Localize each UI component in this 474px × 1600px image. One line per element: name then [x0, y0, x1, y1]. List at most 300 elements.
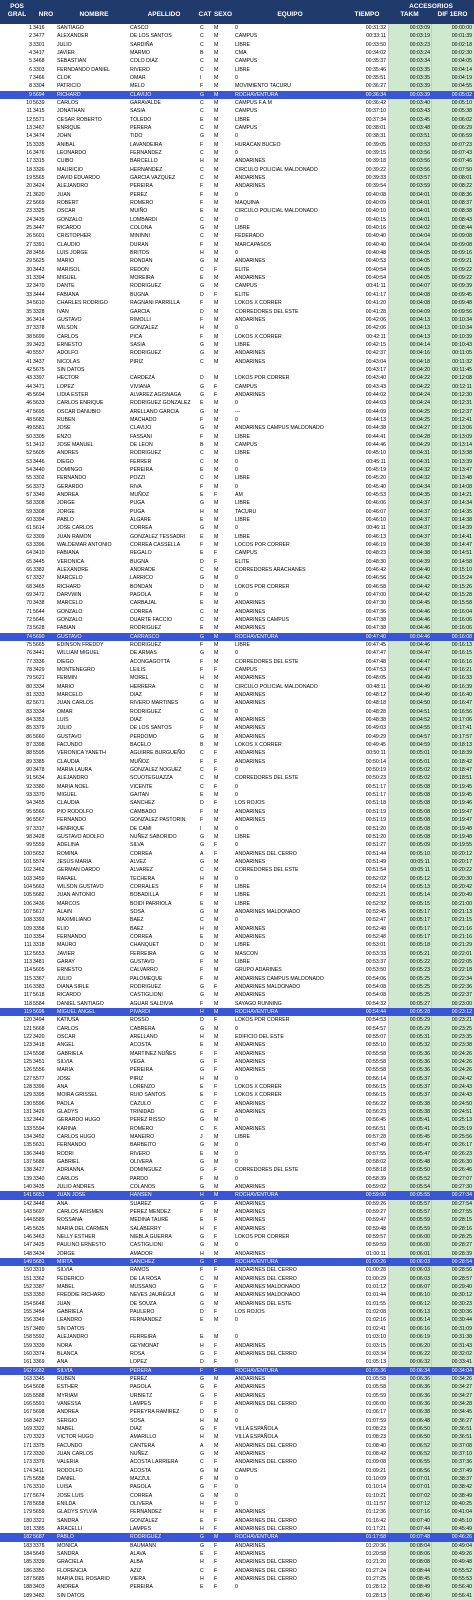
cell-dif: 00:05:10 [451, 100, 472, 107]
cell-pos: 23 [26, 208, 32, 215]
cell-dif: 00:13:09 [451, 433, 472, 440]
cell-tiempo: 00:58:02 [365, 1159, 386, 1166]
cell-nro: 5556 [33, 1067, 45, 1074]
cell-apellido: DIAZ [130, 692, 142, 699]
cell-nro: 3309 [33, 533, 45, 540]
cell-cat: G [200, 408, 205, 415]
cell-apellido: LARRICO [130, 575, 154, 582]
cell-sexo: M [214, 341, 219, 348]
cell-cat: C [200, 1567, 204, 1574]
cell-dif: 00:28:56 [451, 1267, 472, 1274]
cell-equipo: 0 [235, 783, 238, 790]
cell-dif: 00:14:08 [451, 483, 472, 490]
cell-cat: C [200, 150, 204, 157]
cell-tiempo: 00:47:53 [365, 667, 386, 674]
cell-nro: 5621 [33, 675, 45, 682]
cell-sexo: M [214, 275, 219, 282]
cell-tiempo: 00:44:38 [365, 425, 386, 432]
cell-equipo: CIRCULO POLICIAL MALDONADO [235, 208, 318, 215]
table-row [0, 508, 474, 516]
cell-nombre: GRACIELA [57, 1559, 84, 1566]
cell-takm: 00:05:15 [409, 900, 430, 907]
cell-tiempo: 00:48:23 [365, 550, 386, 557]
cell-tiempo: 00:40:40 [365, 233, 386, 240]
cell-takm: 00:04:50 [409, 700, 430, 707]
table-row [0, 224, 474, 232]
table-row [0, 783, 474, 791]
cell-equipo: ANDARINES [235, 675, 266, 682]
cell-nro: 5608 [33, 1384, 45, 1391]
cell-cat: G [200, 1484, 205, 1491]
table-row [0, 574, 474, 582]
cell-sexo: M [214, 191, 219, 198]
cell-dif: 00:09:48 [451, 300, 472, 307]
cell-equipo: CAMPUS [235, 58, 258, 65]
cell-apellido: VIVIANA [130, 383, 151, 390]
cell-apellido: SASIA [130, 341, 146, 348]
table-row [0, 449, 474, 457]
table-row [0, 1233, 474, 1241]
cell-nro: 5610 [33, 300, 45, 307]
cell-cat: F [200, 975, 204, 982]
cell-apellido: CARBAJAL [130, 600, 157, 607]
table-row [0, 424, 474, 432]
cell-cat: G [200, 1025, 205, 1032]
cell-nro: 5694 [33, 391, 45, 398]
cell-equipo: LIBRE [235, 41, 250, 48]
cell-pos: 142 [23, 1200, 32, 1207]
cell-cat: C [200, 1100, 204, 1107]
table-row [0, 1467, 474, 1475]
cell-apellido: DIAZ [130, 717, 142, 724]
cell-tiempo: 00:51:20 [365, 825, 386, 832]
cell-cat: G [200, 258, 205, 265]
cell-sexo: M [214, 933, 219, 940]
cell-tiempo: 00:46:13 [365, 533, 386, 540]
cell-dif: 00:16:13 [451, 642, 472, 649]
cell-sexo: F [214, 1284, 218, 1291]
cell-cat: G [200, 391, 205, 398]
cell-apellido: PARDO [130, 1175, 149, 1182]
cell-cat: G [200, 700, 205, 707]
cell-nombre: JOSÉ MANUEL [57, 441, 94, 448]
cell-takm: 00:06:52 [409, 1442, 430, 1449]
cell-apellido: TOLEDO [130, 116, 152, 123]
cell-nombre: WALDEMAR ANTONIO [57, 541, 112, 548]
cell-takm: 00:07:44 [409, 1525, 430, 1532]
cell-takm: 00:06:22 [409, 1350, 430, 1357]
cell-cat: F [200, 1000, 204, 1007]
cell-nombre: LEONARDO [57, 150, 87, 157]
cell-cat: E [200, 208, 204, 215]
cell-nombre: LEANDRO [57, 1317, 83, 1324]
table-row [0, 299, 474, 307]
cell-dif: 00:38:49 [451, 1492, 472, 1499]
cell-sexo: F [214, 667, 218, 674]
cell-tiempo: 01:11:57 [366, 1500, 386, 1507]
cell-nro: 3358 [33, 925, 45, 932]
table-row [0, 850, 474, 858]
cell-nombre: SANTIAGO [57, 25, 84, 31]
cell-sexo: F [214, 850, 218, 857]
cell-pos: 39 [26, 341, 32, 348]
cell-pos: 136 [23, 1150, 32, 1157]
cell-tiempo: 00:46:07 [365, 508, 386, 515]
cell-tiempo: 01:10:09 [365, 1475, 386, 1482]
table-row [0, 1417, 474, 1425]
cell-apellido: RONDAN [130, 258, 153, 265]
cell-tiempo: 00:40:48 [365, 250, 386, 257]
cell-sexo: M [214, 833, 219, 840]
cell-equipo: 0 [235, 25, 238, 31]
cell-sexo: F [214, 1484, 218, 1491]
cell-apellido: CARDEZA [130, 375, 155, 382]
cell-takm: 00:04:07 [409, 283, 430, 290]
cell-tiempo: 00:48:11 [366, 683, 386, 690]
cell-takm: 00:04:35 [409, 491, 430, 498]
cell-nombre: OSCAR DANUBIO [57, 408, 101, 415]
cell-nro: 3423 [33, 341, 45, 348]
cell-sexo: M [214, 525, 219, 532]
cell-dif: 00:20:30 [451, 875, 472, 882]
cell-apellido: AZIZ [130, 1567, 142, 1574]
cell-sexo: M [214, 166, 219, 173]
cell-dif: 00:56:41 [451, 1592, 472, 1599]
cell-sexo: M [214, 425, 219, 432]
cell-equipo: ANDARINES CAMPUS MALDONADO [235, 425, 324, 432]
cell-cat: F [200, 541, 204, 548]
cell-takm: 00:04:46 [409, 633, 430, 640]
cell-sexo [214, 366, 232, 374]
cell-apellido: PUGA [130, 500, 145, 507]
table-row [0, 716, 474, 724]
cell-takm: 00:06:01 [409, 1250, 430, 1257]
cell-takm: 00:06:50 [409, 1434, 430, 1441]
cell-equipo: ANDARINES [235, 316, 266, 323]
cell-nro: 3315 [33, 158, 45, 165]
cell-equipo: ANDARINES [235, 1050, 266, 1057]
cell-sexo: M [214, 867, 219, 874]
cell-equipo: ROCHAVENTURA [235, 91, 279, 98]
cell-cat: F [200, 667, 204, 674]
table-row [0, 1583, 474, 1591]
cell-equipo: ANDARINES [235, 258, 266, 265]
cell-takm: 00:05:41 [409, 1117, 430, 1124]
cell-cat: F [200, 241, 204, 248]
cell-nro: 5652 [33, 850, 45, 857]
cell-pos: 62 [26, 533, 32, 540]
cell-nombre: JORGE [57, 508, 75, 515]
cell-apellido: RIVA [130, 483, 142, 490]
cell-cat: F [200, 83, 204, 90]
cell-equipo: 0 [235, 325, 238, 332]
cell-equipo: 0 [235, 917, 238, 924]
cell-sexo: M [214, 1317, 219, 1324]
cell-nro: 3336 [33, 658, 45, 665]
cell-sexo: M [214, 500, 219, 507]
table-row [0, 1383, 474, 1391]
cell-nombre: GONZALO [57, 608, 83, 615]
cell-nro: 5682 [33, 892, 45, 899]
table-row [0, 1433, 474, 1441]
cell-tiempo: 00:42:06 [365, 316, 386, 323]
cell-cat: F [200, 141, 204, 148]
cell-takm: 00:06:20 [409, 1342, 430, 1349]
cell-cat: C [200, 1125, 204, 1132]
cell-equipo: LIBRE [235, 833, 250, 840]
cell-nombre: DOMINGO [57, 466, 83, 473]
cell-dif: 00:36:51 [451, 1434, 472, 1441]
cell-apellido: OMAR [130, 75, 146, 82]
cell-nombre: MIRTA [57, 1259, 73, 1266]
cell-equipo: ANDARINES DEL CERRO [235, 1267, 297, 1274]
cell-pos: 100 [23, 850, 32, 857]
cell-tiempo: 00:46:56 [365, 575, 386, 582]
cell-apellido: ANDRADE [130, 567, 156, 573]
cell-equipo: LIBRE [235, 900, 250, 907]
cell-tiempo: 00:56:23 [365, 1109, 386, 1116]
cell-apellido: PEREZ RISSO [130, 1117, 165, 1124]
cell-takm: 00:05:13 [409, 883, 430, 890]
cell-pos: 172 [23, 1450, 32, 1457]
cell-takm: 00:08:08 [409, 1559, 430, 1566]
cell-cat: F [200, 1367, 204, 1374]
cell-equipo: 0 [235, 466, 238, 473]
cell-takm: 00:05:27 [409, 1000, 430, 1007]
cell-tiempo: 01:05:59 [365, 1392, 386, 1399]
cell-cat: C [200, 175, 204, 182]
cell-pos: 129 [23, 1092, 32, 1099]
cell-cat: J [200, 1134, 203, 1141]
cell-dif: 00:18:47 [451, 767, 472, 774]
cell-tiempo: 00:41:28 [365, 308, 386, 315]
cell-tiempo: 00:55:07 [365, 1033, 386, 1040]
cell-nombre: MONTENEGRO [57, 667, 95, 674]
cell-takm: 00:04:46 [409, 625, 430, 632]
cell-equipo: ANDARINES DEL CERRO [235, 1525, 297, 1532]
cell-pos: 138 [23, 1167, 32, 1174]
table-row [0, 1358, 474, 1366]
cell-sexo: M [214, 141, 219, 148]
table-row [0, 658, 474, 666]
cell-nro: 3395 [33, 1092, 45, 1099]
cell-takm: 00:05:52 [409, 1175, 430, 1182]
cell-sexo: F [214, 291, 218, 298]
cell-tiempo: 00:39:18 [365, 158, 386, 165]
cell-dif: 00:07:43 [451, 150, 472, 157]
cell-equipo: 0 [235, 842, 238, 849]
cell-sexo: M [214, 58, 219, 65]
cell-nro: 3438 [33, 600, 45, 607]
cell-nombre: CARLOS ARISMEN [57, 1209, 104, 1216]
cell-nro: 3459 [33, 875, 45, 882]
cell-takm: 00:03:39 [409, 91, 430, 98]
cell-sexo: M [214, 1134, 219, 1141]
cell-pos: 70 [26, 600, 32, 607]
table-row [0, 724, 474, 732]
cell-tiempo: 00:43:43 [365, 383, 386, 390]
table-row [0, 1116, 474, 1124]
cell-sexo: M [214, 1375, 219, 1382]
cell-sexo: M [214, 250, 219, 257]
cell-sexo: M [214, 1075, 219, 1082]
cell-nro: 3411 [33, 1467, 45, 1474]
cell-tiempo: 00:53:50 [365, 967, 386, 974]
cell-tiempo: 00:51:49 [365, 858, 386, 865]
cell-apellido: VICENTE [130, 783, 153, 790]
cell-sexo: M [214, 1209, 219, 1216]
cell-equipo: ANDARINES DEL CERRO [235, 1559, 297, 1566]
cell-takm: 00:04:27 [409, 425, 430, 432]
table-row [0, 207, 474, 215]
table-row [0, 1241, 474, 1249]
cell-dif: 00:23:38 [451, 1042, 472, 1049]
cell-dif: 00:49:26 [451, 1550, 472, 1557]
cell-pos: 170 [23, 1434, 32, 1441]
cell-cat: G [200, 717, 205, 724]
cell-takm: 00:04:13 [409, 333, 430, 340]
cell-sexo: M [214, 66, 219, 73]
cell-equipo: 0 [235, 1317, 238, 1324]
cell-nombre: KATIUSA [57, 1017, 79, 1024]
cell-sexo: F [214, 1092, 218, 1099]
cell-pos: 52 [26, 450, 32, 457]
cell-apellido: SARDIÑA [130, 41, 154, 48]
cell-cat: B [200, 742, 204, 749]
table-row [0, 391, 474, 399]
cell-dif: 00:12:08 [451, 375, 472, 382]
cell-pos: 169 [23, 1425, 32, 1432]
cell-nombre: SILVIA [57, 1367, 73, 1374]
cell-pos: 74 [26, 633, 32, 640]
cell-apellido: PEREYRA RAMIREZ [130, 1409, 180, 1416]
cell-cat: C [200, 1275, 204, 1282]
cell-nombre: ANDRES [57, 450, 79, 457]
cell-cat: E [200, 1334, 204, 1341]
cell-nombre: SERGIO [57, 1417, 78, 1424]
table-row [0, 324, 474, 332]
cell-pos: 175 [23, 1475, 32, 1482]
cell-apellido: NUÑEZ [130, 1450, 148, 1457]
cell-takm: 00:05:08 [409, 783, 430, 790]
cell-apellido: RIVERO [130, 1150, 150, 1157]
table-row [0, 1291, 474, 1299]
table-row [0, 1125, 474, 1133]
cell-dif: 00:10:34 [451, 325, 472, 332]
cell-nro: 3376 [33, 1542, 45, 1549]
cell-takm: 00:05:48 [409, 1159, 430, 1166]
cell-sexo: M [214, 1175, 219, 1182]
cell-takm: 00:04:04 [409, 241, 430, 248]
cell-apellido: AGUAR SALDIVIA [130, 1000, 174, 1007]
cell-cat: C [200, 450, 204, 457]
table-row [0, 1425, 474, 1433]
table-row [0, 166, 474, 174]
cell-apellido: MANEIRO [130, 1134, 155, 1141]
cell-cat: C [200, 58, 204, 65]
cell-tiempo: 00:52:21 [365, 892, 386, 899]
cell-sexo: M [214, 950, 219, 957]
cell-nro: 3494 [33, 1017, 45, 1024]
cell-takm: 00:06:10 [409, 1292, 430, 1299]
cell-takm: 00:05:57 [409, 1200, 430, 1207]
cell-tiempo: 00:55:58 [365, 1058, 386, 1065]
cell-tiempo: 01:05:58 [365, 1375, 386, 1382]
cell-dif: 00:04:19 [451, 75, 472, 82]
cell-apellido: SASIA [130, 108, 146, 115]
cell-tiempo: 00:53:37 [365, 958, 386, 965]
cell-apellido: CORRALES [130, 883, 159, 890]
cell-takm: 00:04:57 [409, 733, 430, 740]
cell-nro: 5668 [33, 1025, 45, 1032]
cell-sexo: M [214, 433, 219, 440]
cell-takm: 00:06:16 [409, 1325, 430, 1332]
cell-apellido: ALVEZ [130, 858, 147, 865]
cell-takm: 00:06:38 [409, 1409, 430, 1416]
cell-nro: 3482 [33, 1592, 45, 1599]
cell-sexo: F [214, 767, 218, 774]
cell-nombre: MONICA [57, 1542, 78, 1549]
cell-nombre: PAULINO ERNESTO [57, 1242, 106, 1249]
cell-pos: 178 [23, 1500, 32, 1507]
table-row [0, 666, 474, 674]
cell-nro: 3428 [33, 833, 45, 840]
cell-pos: 35 [26, 308, 32, 315]
cell-tiempo: 00:35:46 [365, 66, 386, 73]
table-row [0, 549, 474, 557]
cell-nro: 3330 [33, 1450, 45, 1457]
cell-apellido: PUGA [130, 508, 145, 515]
cell-nombre: SIN DATOS [57, 1592, 85, 1599]
cell-pos: 104 [23, 883, 32, 890]
cell-nombre: BLANCA [57, 1350, 78, 1357]
cell-equipo: ANDARINES [235, 717, 266, 724]
cell-pos: 154 [23, 1300, 32, 1307]
cell-takm: 00:06:00 [409, 1234, 430, 1241]
cell-nombre: MARIO [57, 683, 75, 690]
cell-takm: 00:05:50 [409, 1167, 430, 1174]
table-row [0, 149, 474, 157]
cell-pos: 71 [26, 608, 32, 615]
cell-tiempo: 00:48:12 [365, 692, 386, 699]
cell-dif: 00:08:43 [451, 216, 472, 223]
cell-tiempo: 00:46:19 [365, 541, 386, 548]
cell-nro: 3414 [33, 316, 45, 323]
table-row [0, 683, 474, 691]
cell-equipo: ANDARINES [235, 808, 266, 815]
cell-tiempo: 00:52:02 [365, 875, 386, 882]
cell-apellido: RODRIGUEZ GONZALEZ [130, 400, 191, 407]
cell-apellido: CORREA CASSELLA [130, 541, 181, 548]
cell-nro: 3472 [33, 592, 45, 599]
cell-cat: F [200, 300, 204, 307]
cell-nombre: CLAUDIA [57, 758, 80, 765]
cell-apellido: COLO DIAZ [130, 58, 158, 65]
cell-tiempo: 00:57:28 [365, 1134, 386, 1141]
cell-apellido: CORREA [130, 850, 153, 857]
cell-apellido: RODRIGUEZ [130, 350, 162, 357]
cell-takm: 00:05:08 [409, 817, 430, 824]
cell-equipo: ANDARINES [235, 1542, 266, 1549]
cell-nombre: JUAN [57, 1300, 71, 1307]
cell-equipo: ELITE [235, 558, 250, 565]
cell-nombre: RUBEN [57, 416, 76, 423]
cell-nro: 3416 [33, 25, 45, 31]
cell-nombre: JOSE [57, 1075, 71, 1082]
cell-takm: 00:05:36 [409, 1050, 430, 1057]
cell-takm: 00:04:46 [409, 608, 430, 615]
cell-nombre: PABLO [57, 516, 74, 523]
